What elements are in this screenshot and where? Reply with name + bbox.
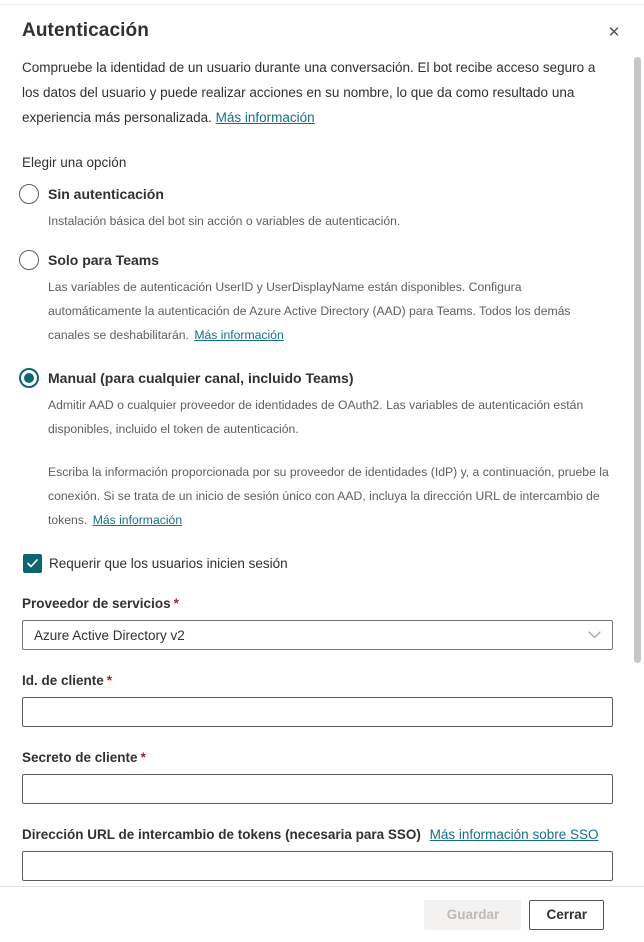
close-dialog-button[interactable]: Cerrar [529, 900, 604, 930]
signin-checkbox[interactable] [23, 554, 613, 573]
provider-field [22, 596, 613, 650]
radio-row-manual[interactable] [22, 368, 613, 388]
sso-more-info-link[interactable]: Más información sobre SSO [429, 827, 599, 842]
dialog-header [0, 0, 644, 42]
token-url-field [22, 827, 613, 881]
radio-icon[interactable] [19, 250, 39, 270]
close-button[interactable] [602, 20, 626, 44]
radio-description [48, 209, 613, 233]
provider-select-value: Azure Active Directory v2 [34, 627, 185, 643]
close-icon: ✕ [607, 23, 621, 41]
checkmark-icon [26, 557, 39, 570]
radio-dot [24, 373, 34, 383]
client-secret-input[interactable] [22, 774, 613, 804]
radio-option-no-auth [22, 184, 613, 233]
radio-row-teams-only[interactable] [22, 250, 613, 270]
radio-label[interactable]: Sin autenticación [48, 186, 164, 202]
radio-label[interactable]: Manual (para cualquier canal, incluido Teams) [48, 370, 354, 386]
required-asterisk: * [173, 596, 179, 611]
more-info-link[interactable]: Más información [215, 110, 315, 125]
client-id-field [22, 673, 613, 727]
more-info-link[interactable]: Más información [194, 328, 284, 342]
signin-checkbox-label[interactable]: Requerir que los usuarios inicien sesión [49, 556, 288, 571]
radio-row-no-auth[interactable] [22, 184, 613, 204]
provider-select[interactable] [22, 620, 613, 650]
client-id-label-text: Id. de cliente [22, 673, 104, 688]
top-divider [0, 4, 644, 5]
intro-text-body: Compruebe la identidad de un usuario durante una conversación. El bot recibe acceso seguro a los datos del usuario y puede realizar acciones en su nombre, lo que da como resultado una experiencia más personalizada. [22, 60, 596, 125]
radio-description-text: Admitir AAD o cualquier proveedor de identidades de OAuth2. Las variables de autenticación están disponibles, incluido el token de autenticación. [48, 398, 584, 436]
radio-option-manual [22, 368, 613, 441]
radio-description-text: Instalación básica del bot sin acción o variables de autenticación. [48, 214, 401, 228]
required-asterisk: * [106, 673, 113, 688]
dialog-footer [0, 886, 644, 942]
manual-instructions-text: Escriba la información proporcionada por su proveedor de identidades (IdP) y, a continuación, pruebe la conexión. Si se trata de un inicio de sesión único con AAD, incluya la dirección URL de intercambio de tokens. [48, 465, 609, 527]
manual-instructions [48, 460, 613, 532]
radio-label[interactable]: Solo para Teams [48, 252, 160, 268]
chevron-down-icon [588, 631, 601, 639]
radio-option-teams-only [22, 250, 613, 347]
client-secret-label-text: Secreto de cliente [22, 750, 138, 765]
provider-label [22, 596, 613, 611]
dialog-content [0, 55, 644, 942]
intro-text [22, 55, 613, 130]
radio-description [48, 275, 613, 347]
client-id-label [22, 673, 613, 688]
radio-icon[interactable] [19, 368, 39, 388]
radio-description [48, 393, 613, 441]
more-info-link[interactable]: Más información [92, 513, 183, 527]
page-title: Autenticación [22, 20, 149, 41]
choose-option-label: Elegir una opción [22, 155, 127, 170]
client-secret-label [22, 750, 613, 765]
token-url-label-text: Dirección URL de intercambio de tokens (necesaria para SSO) [22, 827, 421, 842]
radio-description-text: Las variables de autenticación UserID y UserDisplayName están disponibles. Configura automáticamente la autenticación de Azure Active Directory (AAD) para Teams. Todos los demás canales se deshabilitarán. [48, 280, 571, 342]
radio-icon[interactable] [19, 184, 39, 204]
client-id-input[interactable] [22, 697, 613, 727]
scrollbar[interactable] [634, 57, 641, 663]
checkbox-icon[interactable] [23, 554, 42, 573]
token-url-label [22, 827, 613, 842]
save-button[interactable]: Guardar [424, 900, 521, 930]
token-url-input[interactable] [22, 851, 613, 881]
required-asterisk: * [140, 750, 146, 765]
client-secret-field [22, 750, 613, 804]
provider-label-text: Proveedor de servicios [22, 596, 171, 611]
